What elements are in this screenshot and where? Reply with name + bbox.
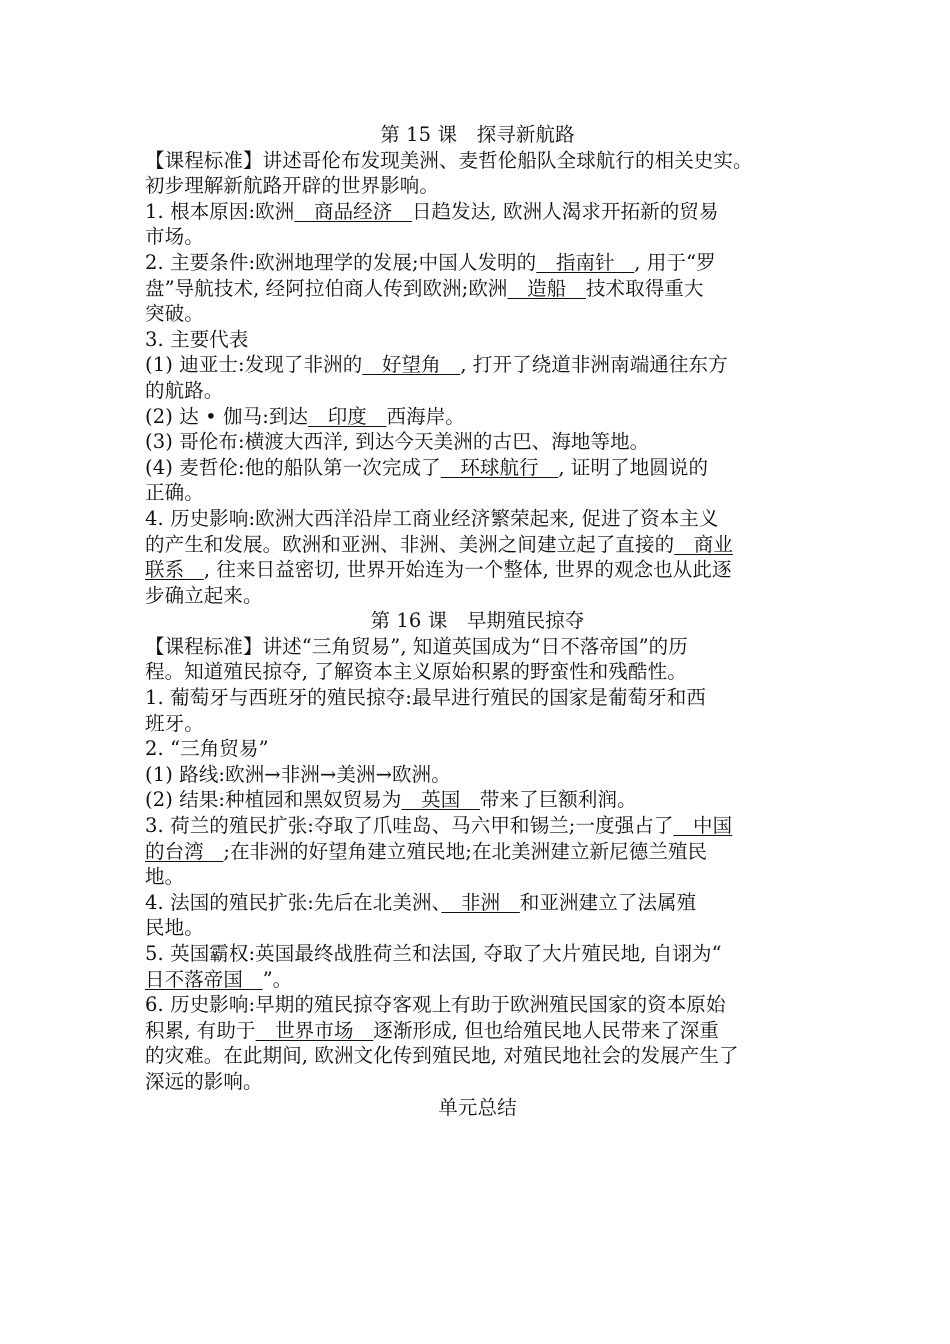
answer-blank: 联系: [145, 558, 204, 582]
lesson16-line: [145, 685, 810, 711]
lesson16-line: [145, 659, 810, 685]
line-text: 地。: [145, 865, 185, 889]
line-text: ”。: [262, 967, 293, 991]
lesson15-line: [145, 378, 810, 404]
lesson15-line: [145, 429, 810, 455]
lesson15-line: [145, 301, 810, 327]
lesson16-line: [145, 787, 810, 813]
line-text: (2) 结果:种植园和黑奴贸易为: [145, 788, 402, 812]
lesson16-line: [145, 1043, 810, 1069]
lesson16-line: [145, 711, 810, 737]
line-text: 盘”导航技术, 经阿拉伯商人传到欧洲;欧洲: [145, 276, 508, 300]
line-text: 初步理解新航路开辟的世界影响。: [145, 174, 440, 198]
line-text: (4) 麦哲伦:他的船队第一次完成了: [145, 455, 441, 479]
lesson16-body: [145, 634, 810, 1095]
line-text: 的航路。: [145, 378, 224, 402]
line-text: ;在非洲的好望角建立殖民地;在北美洲建立新尼德兰殖民: [223, 839, 708, 863]
line-text: 2. 主要条件:欧洲地理学的发展;中国人发明的: [145, 250, 537, 274]
lesson15-line: [145, 455, 810, 481]
lesson15-line: [145, 327, 810, 353]
lesson16-line: [145, 634, 810, 660]
lesson16-line: [145, 992, 810, 1018]
line-text: 3. 主要代表: [145, 327, 249, 351]
lesson15-line: [145, 480, 810, 506]
line-text: 的灾难。在此期间, 欧洲文化传到殖民地, 对殖民地社会的发展产生了: [145, 1044, 739, 1068]
line-text: 正确。: [145, 481, 204, 505]
answer-blank: 印度: [308, 404, 387, 428]
lesson16-line: [145, 839, 810, 865]
answer-blank: 指南针: [536, 250, 635, 274]
line-text: 4. 历史影响:欧洲大西洋沿岸工商业经济繁荣起来, 促进了资本主义: [145, 506, 719, 530]
line-text: 西海岸。: [386, 404, 465, 428]
line-text: 1. 葡萄牙与西班牙的殖民掠夺:最早进行殖民的国家是葡萄牙和西: [145, 686, 706, 710]
lesson15-line: [145, 199, 810, 225]
line-text: (2) 达 • 伽马:到达: [145, 404, 309, 428]
line-text: 2. “三角贸易”: [145, 737, 269, 761]
lesson15-line: [145, 404, 810, 430]
lesson15-line: [145, 276, 810, 302]
lesson16-title: 第 16 课 早期殖民掠夺: [370, 609, 585, 633]
line-text: 积累, 有助于: [145, 1018, 256, 1042]
line-text: 【课程标准】讲述“三角贸易”, 知道英国成为“日不落帝国”的历: [145, 634, 688, 658]
lesson16-line: [145, 915, 810, 941]
line-text: 5. 英国霸权:英国最终战胜荷兰和法国, 夺取了大片殖民地, 自诩为“: [145, 942, 722, 965]
unit-summary-title: 单元总结: [438, 1095, 517, 1119]
line-text: 6. 历史影响:早期的殖民掠夺客观上有助于欧洲殖民国家的资本原始: [145, 993, 726, 1017]
line-text: 突破。: [145, 302, 204, 326]
lesson15-title: 第 15 课 探寻新航路: [380, 123, 575, 146]
answer-blank: 中国: [673, 814, 733, 838]
line-text: (3) 哥伦布:横渡大西洋, 到达今天美洲的古巴、海地等地。: [145, 430, 650, 454]
lesson16-line: [145, 941, 810, 967]
line-text: 深远的影响。: [145, 1069, 263, 1093]
line-text: , 证明了地圆说的: [558, 455, 709, 479]
line-text: , 往来日益密切, 世界开始连为一个整体, 世界的观念也从此逐: [203, 558, 732, 582]
document-page: [145, 122, 810, 1120]
lesson15-line: [145, 173, 810, 199]
answer-blank: 商品经济: [294, 199, 412, 223]
lesson15-line: [145, 148, 810, 174]
lesson16-line: [145, 813, 810, 839]
answer-blank: 世界市场: [255, 1018, 374, 1042]
line-text: 程。知道殖民掠夺, 了解资本主义原始积累的野蛮性和残酷性。: [145, 660, 687, 684]
lesson16-line: [145, 864, 810, 890]
lesson15-line: [145, 532, 810, 558]
line-text: 的产生和发展。欧洲和亚洲、非洲、美洲之间建立起了直接的: [145, 532, 675, 556]
line-text: 逐渐形成, 但也给殖民地人民带来了深重: [373, 1018, 720, 1042]
line-text: 技术取得重大: [585, 276, 704, 300]
lesson15-line: [145, 352, 810, 378]
line-text: 市场。: [145, 225, 204, 249]
lesson16-line: [145, 1069, 810, 1095]
line-text: (1) 迪亚士:发现了非洲的: [145, 353, 363, 377]
line-text: (1) 路线:欧洲→非洲→美洲→欧洲。: [145, 762, 451, 786]
line-text: 3. 荷兰的殖民扩张:夺取了爪哇岛、马六甲和锡兰;一度强占了: [145, 814, 674, 838]
lesson16-line: [145, 736, 810, 762]
line-text: , 用于“罗: [634, 250, 716, 274]
lesson16-line: [145, 762, 810, 788]
line-text: 步确立起来。: [145, 583, 263, 607]
line-text: 带来了巨额利润。: [479, 788, 637, 812]
lesson15-line: [145, 250, 810, 276]
answer-blank: 环球航行: [440, 455, 559, 479]
lesson16-line: [145, 890, 810, 916]
lesson15-line: [145, 583, 810, 609]
lesson15-line: [145, 557, 810, 583]
line-text: 【课程标准】讲述哥伦布发现美洲、麦哲伦船队全球航行的相关史实。: [145, 148, 753, 172]
answer-blank: 英国: [401, 788, 480, 812]
line-text: 1. 根本原因:欧洲: [145, 199, 295, 223]
answer-blank: 好望角: [362, 353, 461, 377]
lesson16-line: [145, 1018, 810, 1044]
answer-blank: 商业: [674, 532, 734, 556]
line-text: , 打开了绕道非洲南端通往东方: [460, 353, 728, 377]
lesson15-body: [145, 148, 810, 609]
lesson15-line: [145, 506, 810, 532]
line-text: 和亚洲建立了法属殖: [519, 890, 697, 914]
answer-blank: 的台湾: [145, 839, 224, 863]
answer-blank: 日不落帝国: [145, 967, 263, 991]
line-text: 4. 法国的殖民扩张:先后在北美洲、: [145, 890, 442, 914]
answer-blank: 造船: [507, 276, 586, 300]
line-text: 民地。: [145, 916, 204, 940]
answer-blank: 非洲: [441, 890, 520, 914]
lesson16-line: [145, 967, 810, 993]
line-text: 班牙。: [145, 711, 204, 735]
line-text: 日趋发达, 欧洲人渴求开拓新的贸易: [411, 199, 719, 223]
lesson15-line: [145, 224, 810, 250]
